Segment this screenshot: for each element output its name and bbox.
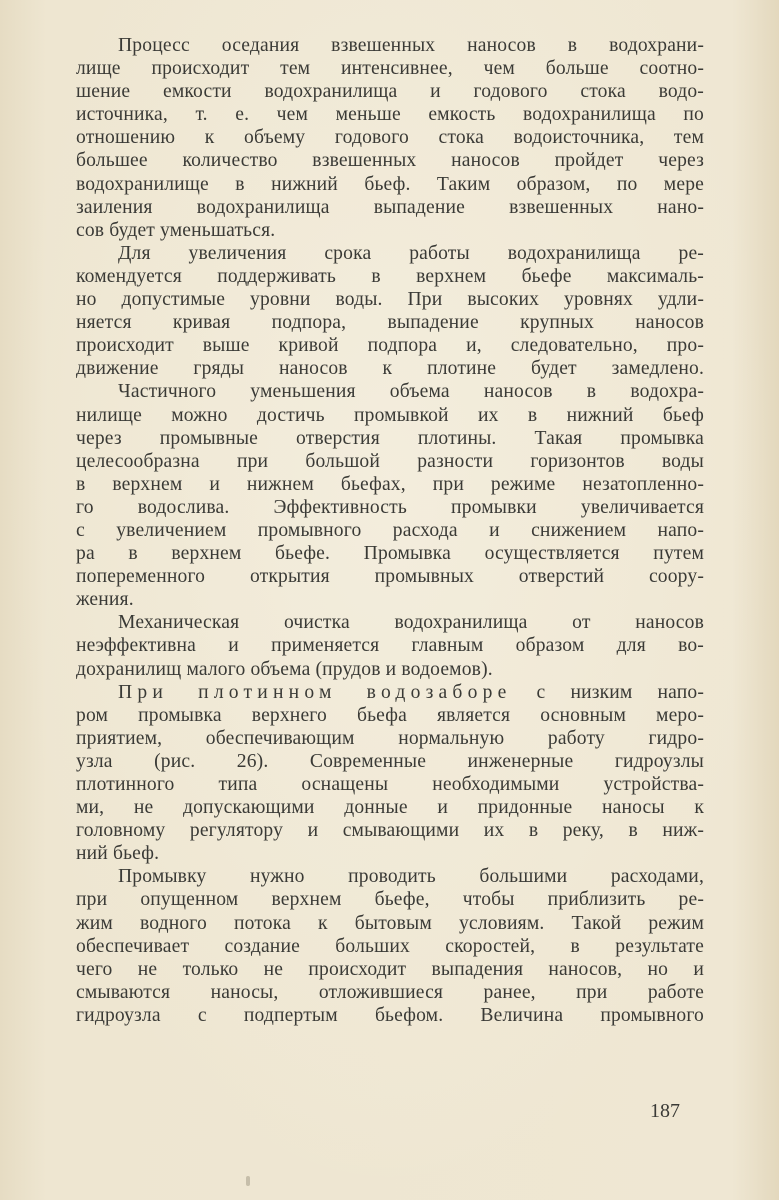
text-line: го водослива. Эффективность промывки увеличивается: [76, 496, 704, 518]
text-line: Процесс оседания взвешенных наносов в водохрани-: [118, 35, 704, 56]
text-line: Промывку нужно проводить большими расходами,: [118, 866, 704, 888]
text-line: Механическая очистка водохранилища от наносов: [118, 612, 704, 634]
text-line: гидроузла с подпертым бьефом. Величина промывного: [76, 1004, 704, 1026]
text-line: ром промывка верхнего бьефа является основным меро-: [76, 704, 704, 726]
paragraph-2: [76, 242, 704, 381]
text-line-remainder: с низким напо-: [511, 681, 704, 703]
text-line: чего не только не происходит выпадения наносов, но и: [76, 958, 704, 980]
paragraph-4: [76, 611, 704, 680]
text-line: дохранилищ малого объема (прудов и водоемов).: [76, 658, 493, 680]
body-text: [76, 34, 704, 1027]
text-line: через промывные отверстия плотины. Такая промывка: [76, 427, 704, 449]
text-line: в верхнем и нижнем бьефах, при режиме незатопленно-: [76, 473, 704, 495]
text-line: при опущенном верхнем бьефе, чтобы приблизить ре-: [76, 889, 704, 911]
text-line: попеременного открытия промывных отверстий соору-: [76, 566, 704, 588]
paragraph-1: [76, 34, 704, 242]
text-line: Для увеличения срока работы водохранилища ре-: [118, 242, 704, 264]
text-line: ний бьеф.: [76, 843, 160, 865]
text-line: с увеличением промывного расхода и снижением напо-: [76, 519, 704, 541]
text-line: но допустимые уровни воды. При высоких уровнях удли-: [76, 289, 704, 311]
text-line: водохранилище в нижний бьеф. Таким образом, по мере: [76, 173, 704, 195]
text-line: ми, не допускающими донные и придонные наносы к: [76, 797, 704, 819]
text-line: заиления водохранилища выпадение взвешенных нано-: [76, 196, 704, 218]
text-line: лище происходит тем интенсивнее, чем больше соотно-: [76, 58, 704, 80]
text-line: происходит выше кривой подпора и, следовательно, про-: [76, 335, 704, 357]
text-line: отношению к объему годового стока водоисточника, тем: [76, 127, 704, 149]
spaced-lead-text: При плотинном водозаборе: [118, 681, 512, 703]
text-line: Частичного уменьшения объема наносов в водохра-: [118, 381, 704, 403]
text-line: смываются наносы, отложившиеся ранее, при работе: [76, 981, 704, 1003]
text-line: движение гряды наносов к плотине будет замедлено.: [76, 358, 704, 380]
text-line: неэффективна и применяется главным образом для во-: [76, 635, 704, 657]
text-line: большее количество взвешенных наносов пройдет через: [76, 150, 704, 172]
paragraph-5: [76, 681, 704, 866]
text-line: целесообразна при большой разности горизонтов воды: [76, 450, 704, 472]
text-line: жения.: [76, 589, 134, 611]
print-smudge: [246, 1176, 250, 1186]
text-line: сов будет уменьшаться.: [76, 219, 276, 241]
text-line: [76, 681, 704, 704]
text-line: обеспечивает создание больших скоростей, в результате: [76, 935, 704, 957]
text-line: комендуется поддерживать в верхнем бьефе максималь-: [76, 265, 704, 287]
text-line: головному регулятору и смывающими их в реку, в ниж-: [76, 820, 704, 842]
text-line: шение емкости водохранилища и годового стока водо-: [76, 81, 704, 103]
text-line: няется кривая подпора, выпадение крупных наносов: [76, 312, 704, 334]
text-line: ра в верхнем бьефе. Промывка осуществляется путем: [76, 543, 704, 565]
text-line: нилище можно достичь промывкой их в нижний бьеф: [76, 404, 704, 426]
text-line: плотинного типа оснащены необходимыми устройства-: [76, 774, 704, 795]
text-line: узла (рис. 26). Современные инженерные гидроузлы: [76, 750, 704, 772]
paragraph-3: [76, 380, 704, 611]
text-line: жим водного потока к бытовым условиям. Такой режим: [76, 912, 704, 934]
page-number: 187: [650, 1100, 680, 1122]
paragraph-6: [76, 865, 704, 1027]
text-line: источника, т. е. чем меньше емкость водохранилища по: [76, 104, 704, 126]
text-line: приятием, обеспечивающим нормальную работу гидро-: [76, 727, 704, 749]
